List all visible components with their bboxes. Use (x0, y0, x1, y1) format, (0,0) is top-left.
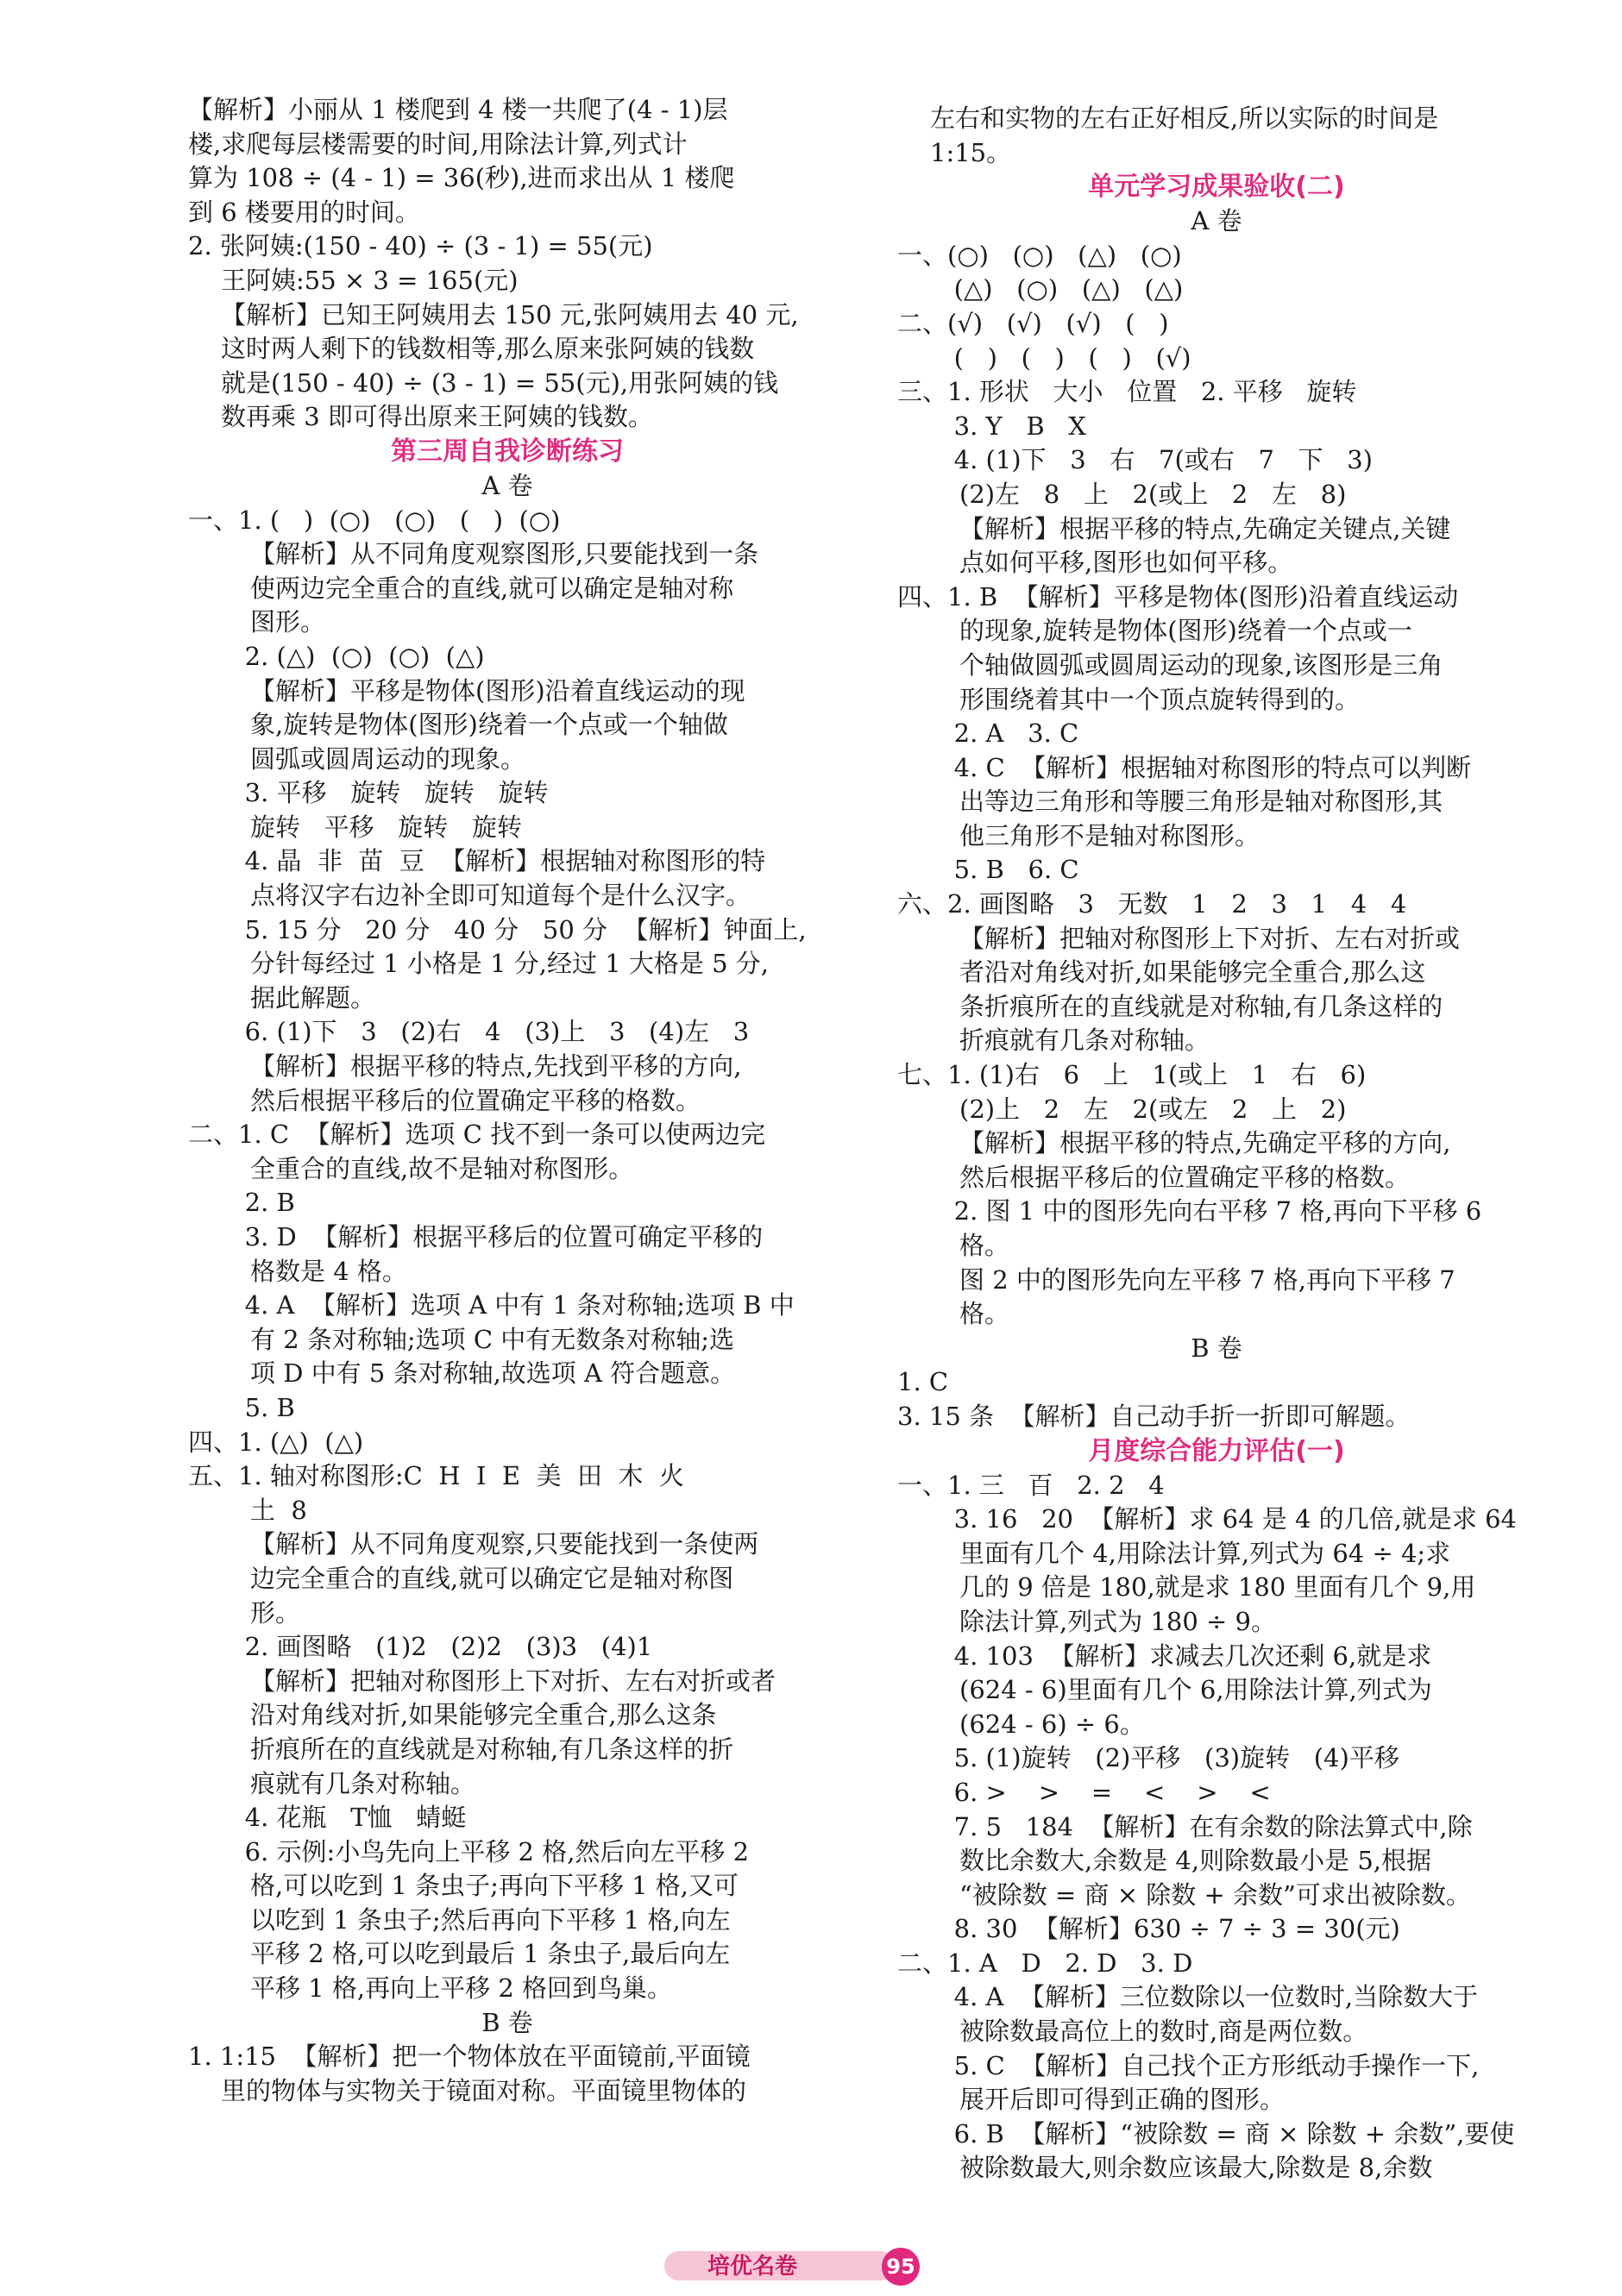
answer-line: 平移 2 格,可以吃到最后 1 条虫子,最后向左 (250, 1939, 731, 1969)
answer-line: 2. 画图略 (1)2 (2)2 (3)3 (4)1 (221, 1632, 653, 1662)
answer-line: 4. 花瓶 T恤 蜻蜓 (221, 1803, 467, 1833)
answer-line: 除法计算,列式为 180 ÷ 9。 (959, 1606, 1276, 1636)
footer-brand: 培优名卷 (707, 2254, 798, 2280)
answer-line: 者沿对角线对折,如果能够完全重合,那么这 (959, 957, 1426, 988)
section-heading: 单元学习成果验收(二) (1088, 172, 1345, 203)
answer-line: 1. 1:15 【解析】把一个物体放在平面镜前,平面镜 (188, 2042, 751, 2072)
answer-line: 4. 103 【解析】求减去几次还剩 6,就是求 (930, 1640, 1432, 1671)
answer-line: 出等边三角形和等腰三角形是轴对称图形,其 (959, 787, 1443, 817)
answer-line: 2. 张阿姨:(150 - 40) ÷ (3 - 1) = 55(元) (188, 231, 653, 261)
answer-line: 格。 (959, 1231, 1010, 1260)
answer-line: 【解析】把轴对称图形上下对折、左右对折或 (959, 923, 1461, 953)
answer-line: 2. B (221, 1188, 295, 1218)
answer-line: 图 2 中的图形先向左平移 7 格,再向下平移 7 (959, 1264, 1455, 1295)
answer-line: 被除数最高位上的数时,商是两位数。 (959, 2017, 1368, 2047)
answer-line: 二、1. C 【解析】选项 C 找不到一条可以使两边完 (188, 1120, 766, 1150)
answer-line: 折痕所在的直线就是对称轴,有几条这样的折 (250, 1734, 734, 1764)
answer-line: 圆弧或圆周运动的现象。 (250, 743, 526, 774)
answer-line: 旋转 平移 旋转 旋转 (250, 812, 522, 842)
answer-line: 1:15。 (930, 137, 1012, 167)
answer-line: 格数是 4 格。 (250, 1256, 407, 1286)
answer-line: 6. B 【解析】“被除数 = 商 × 除数 + 余数”,要使 (930, 2118, 1515, 2149)
answer-line: (△) (○) (△) (△) (930, 274, 1184, 304)
answer-line: 折痕就有几条对称轴。 (959, 1026, 1210, 1056)
answer-line: 就是(150 - 40) ÷ (3 - 1) = 55(元),用张阿姨的钱 (221, 367, 779, 398)
answer-line: (2)上 2 左 2(或左 2 上 2) (959, 1094, 1347, 1124)
answer-line: 王阿姨:55 × 3 = 165(元) (221, 265, 519, 295)
answer-line: 2. 图 1 中的图形先向右平移 7 格,再向下平移 6 (930, 1196, 1482, 1226)
answer-line: 数比余数大,余数是 4,则除数最小是 5,根据 (959, 1846, 1431, 1876)
answer-line: 个轴做圆弧或圆周运动的现象,该图形是三角 (959, 649, 1443, 680)
answer-line: 1. C (897, 1367, 949, 1397)
answer-line: 楼,求爬每层楼需要的时间,用除法计算,列式计 (188, 129, 688, 159)
answer-line: 4. 晶 非 苗 豆 【解析】根据轴对称图形的特 (221, 846, 766, 876)
answer-line: 算为 108 ÷ (4 - 1) = 36(秒),进而求出从 1 楼爬 (188, 163, 735, 193)
answer-line: 【解析】根据平移的特点,先找到平移的方向, (250, 1051, 742, 1082)
answer-line: 一、1. ( ) (○) (○) ( ) (○) (188, 505, 561, 535)
answer-line: 数再乘 3 即可得出原来王阿姨的钱数。 (221, 402, 653, 432)
answer-line: 图形。 (250, 607, 326, 637)
answer-line: 7. 5 184 【解析】在有余数的除法算式中,除 (930, 1811, 1473, 1841)
page-footer (0, 2251, 1622, 2286)
answer-line: 分针每经过 1 小格是 1 分,经过 1 大格是 5 分, (250, 949, 769, 979)
page-number: 95 (882, 2248, 920, 2286)
answer-line: 3. Y B X (930, 411, 1086, 441)
answer-line: 以吃到 1 条虫子;然后再向下平移 1 格,向左 (250, 1904, 731, 1935)
answer-line: 5. B 6. C (930, 855, 1079, 885)
answer-line: 格,可以吃到 1 条虫子;再向下平移 1 格,又可 (250, 1871, 739, 1901)
right-column (897, 102, 1536, 2186)
answer-line: 【解析】根据平移的特点,先确定关键点,关键 (959, 513, 1451, 543)
answer-line: 六、2. 画图略 3 无数 1 2 3 1 4 4 (897, 889, 1407, 919)
answer-line: 有 2 条对称轴;选项 C 中有无数条对称轴;选 (250, 1324, 735, 1354)
answer-line: 5. C 【解析】自己找个正方形纸动手操作一下, (930, 2050, 1480, 2080)
answer-line: 沿对角线对折,如果能够完全重合,那么这条 (250, 1700, 717, 1730)
answer-line: 五、1. 轴对称图形:C H I E 美 田 木 火 (188, 1461, 684, 1491)
left-column (188, 93, 827, 2108)
answer-line: 然后根据平移后的位置确定平移的格数。 (250, 1085, 701, 1115)
answer-line: 里面有几个 4,用除法计算,列式为 64 ÷ 4;求 (959, 1538, 1451, 1568)
answer-line: 4. C 【解析】根据轴对称图形的特点可以判断 (930, 752, 1472, 782)
answer-line: 到 6 楼要用的时间。 (188, 197, 420, 227)
answer-line: 格。 (959, 1299, 1010, 1329)
answer-line: 【解析】平移是物体(图形)沿着直线运动的现 (250, 675, 745, 706)
answer-line: 二、(√) (√) (√) ( ) (897, 308, 1169, 338)
answer-line: 象,旋转是物体(图形)绕着一个点或一个轴做 (250, 710, 728, 740)
answer-line: 展开后即可得到正确的图形。 (959, 2085, 1286, 2115)
answer-line: 据此解题。 (250, 982, 376, 1013)
answer-line: 4. A 【解析】三位数除以一位数时,当除数大于 (930, 1982, 1479, 2012)
answer-line: 一、1. 三 百 2. 2 4 (897, 1470, 1165, 1500)
answer-line: 点将汉字右边补全即可知道每个是什么汉字。 (250, 881, 751, 911)
answer-line: 3. D 【解析】根据平移后的位置可确定平移的 (221, 1222, 764, 1252)
answer-line: 的现象,旋转是物体(图形)绕着一个点或一 (959, 616, 1412, 646)
answer-line: 被除数最大,则余数应该最大,除数是 8,余数 (959, 2153, 1433, 2183)
answer-line: 形围绕着其中一个顶点旋转得到的。 (959, 684, 1361, 714)
answer-line: 8. 30 【解析】630 ÷ 7 ÷ 3 = 30(元) (930, 1914, 1400, 1944)
answer-line: 痕就有几条对称轴。 (250, 1768, 476, 1798)
answer-line: 5. 15 分 20 分 40 分 50 分 【解析】钟面上, (221, 914, 807, 944)
answer-line: 5. (1)旋转 (2)平移 (3)旋转 (4)平移 (930, 1743, 1399, 1773)
answer-line: 边完全重合的直线,就可以确定它是轴对称图 (250, 1563, 734, 1593)
sub-heading: B 卷 (481, 2007, 533, 2037)
answer-line: “被除数 = 商 × 除数 + 余数”可求出被除数。 (959, 1879, 1471, 1910)
answer-line: 4. (1)下 3 右 7(或右 7 下 3) (930, 445, 1373, 475)
section-heading: 第三周自我诊断练习 (391, 436, 624, 467)
answer-line: 土 8 (250, 1495, 307, 1525)
answer-line: 七、1. (1)右 6 上 1(或上 1 右 6) (897, 1060, 1367, 1090)
answer-line: 二、1. A D 2. D 3. D (897, 1948, 1193, 1978)
answer-line: 平移 1 格,再向上平移 2 格回到鸟巢。 (250, 1973, 672, 2004)
answer-line: (624 - 6)里面有几个 6,用除法计算,列式为 (959, 1675, 1432, 1705)
answer-line: 【解析】从不同角度观察,只要能找到一条使两 (250, 1529, 759, 1559)
answer-line: 3. 平移 旋转 旋转 旋转 (221, 778, 549, 808)
answer-line: ( ) ( ) ( ) (√) (930, 342, 1191, 373)
answer-line: (2)左 8 上 2(或上 2 左 8) (959, 479, 1347, 509)
answer-line: 2. (△) (○) (○) (△) (221, 641, 485, 671)
answer-line: 然后根据平移后的位置确定平移的格数。 (959, 1162, 1411, 1192)
answer-line: 他三角形不是轴对称图形。 (959, 820, 1261, 850)
answer-line: 3. 16 20 【解析】求 64 是 4 的几倍,就是求 64 (930, 1504, 1517, 1534)
answer-line: 三、1. 形状 大小 位置 2. 平移 旋转 (897, 377, 1357, 407)
answer-line: 点如何平移,图形也如何平移。 (959, 548, 1293, 578)
answer-line: 条折痕所在的直线就是对称轴,有几条这样的 (959, 991, 1443, 1021)
answer-line: 一、(○) (○) (△) (○) (897, 240, 1182, 270)
answer-line: 项 D 中有 5 条对称轴,故选项 A 符合题意。 (250, 1358, 736, 1389)
answer-line: 6. 示例:小鸟先向上平移 2 格,然后向左平移 2 (221, 1836, 750, 1866)
section-heading: 月度综合能力评估(一) (1088, 1435, 1345, 1466)
answer-line: 几的 9 倍是 180,就是求 180 里面有几个 9,用 (959, 1572, 1476, 1603)
answer-line: 3. 15 条 【解析】自己动手折一折即可解题。 (897, 1401, 1411, 1431)
answer-line: 2. A 3. C (930, 718, 1079, 749)
answer-line: 这时两人剩下的钱数相等,那么原来张阿姨的钱数 (221, 334, 755, 364)
answer-line: 4. A 【解析】选项 A 中有 1 条对称轴;选项 B 中 (221, 1290, 795, 1321)
answer-line: 【解析】小丽从 1 楼爬到 4 楼一共爬了(4 - 1)层 (188, 95, 728, 124)
answer-line: 6. (1)下 3 (2)右 4 (3)上 3 (4)左 3 (221, 1017, 750, 1047)
answer-line: 【解析】把轴对称图形上下对折、左右对折或者 (250, 1666, 776, 1696)
answer-line: 【解析】已知王阿姨用去 150 元,张阿姨用去 40 元, (221, 299, 799, 329)
answer-line: 左右和实物的左右正好相反,所以实际的时间是 (930, 104, 1439, 133)
answer-line: 里的物体与实物关于镜面对称。平面镜里物体的 (221, 2075, 747, 2105)
answer-line: 【解析】根据平移的特点,先确定平移的方向, (959, 1128, 1451, 1158)
sub-heading: B 卷 (1191, 1333, 1242, 1363)
answer-line: 形。 (250, 1597, 301, 1628)
answer-line: 5. B (221, 1392, 295, 1422)
answer-line: 四、1. B 【解析】平移是物体(图形)沿着直线运动 (897, 581, 1459, 612)
answer-line: 【解析】从不同角度观察图形,只要能找到一条 (250, 539, 759, 569)
answer-line: (624 - 6) ÷ 6。 (959, 1709, 1145, 1739)
sub-heading: A 卷 (481, 470, 533, 500)
answer-line: 全重合的直线,故不是轴对称图形。 (250, 1153, 634, 1183)
answer-line: 使两边完全重合的直线,就可以确定是轴对称 (250, 573, 734, 603)
answer-line: 6. > > = < > < (930, 1777, 1271, 1807)
answer-line: 四、1. (△) (△) (188, 1427, 364, 1457)
sub-heading: A 卷 (1191, 206, 1242, 236)
